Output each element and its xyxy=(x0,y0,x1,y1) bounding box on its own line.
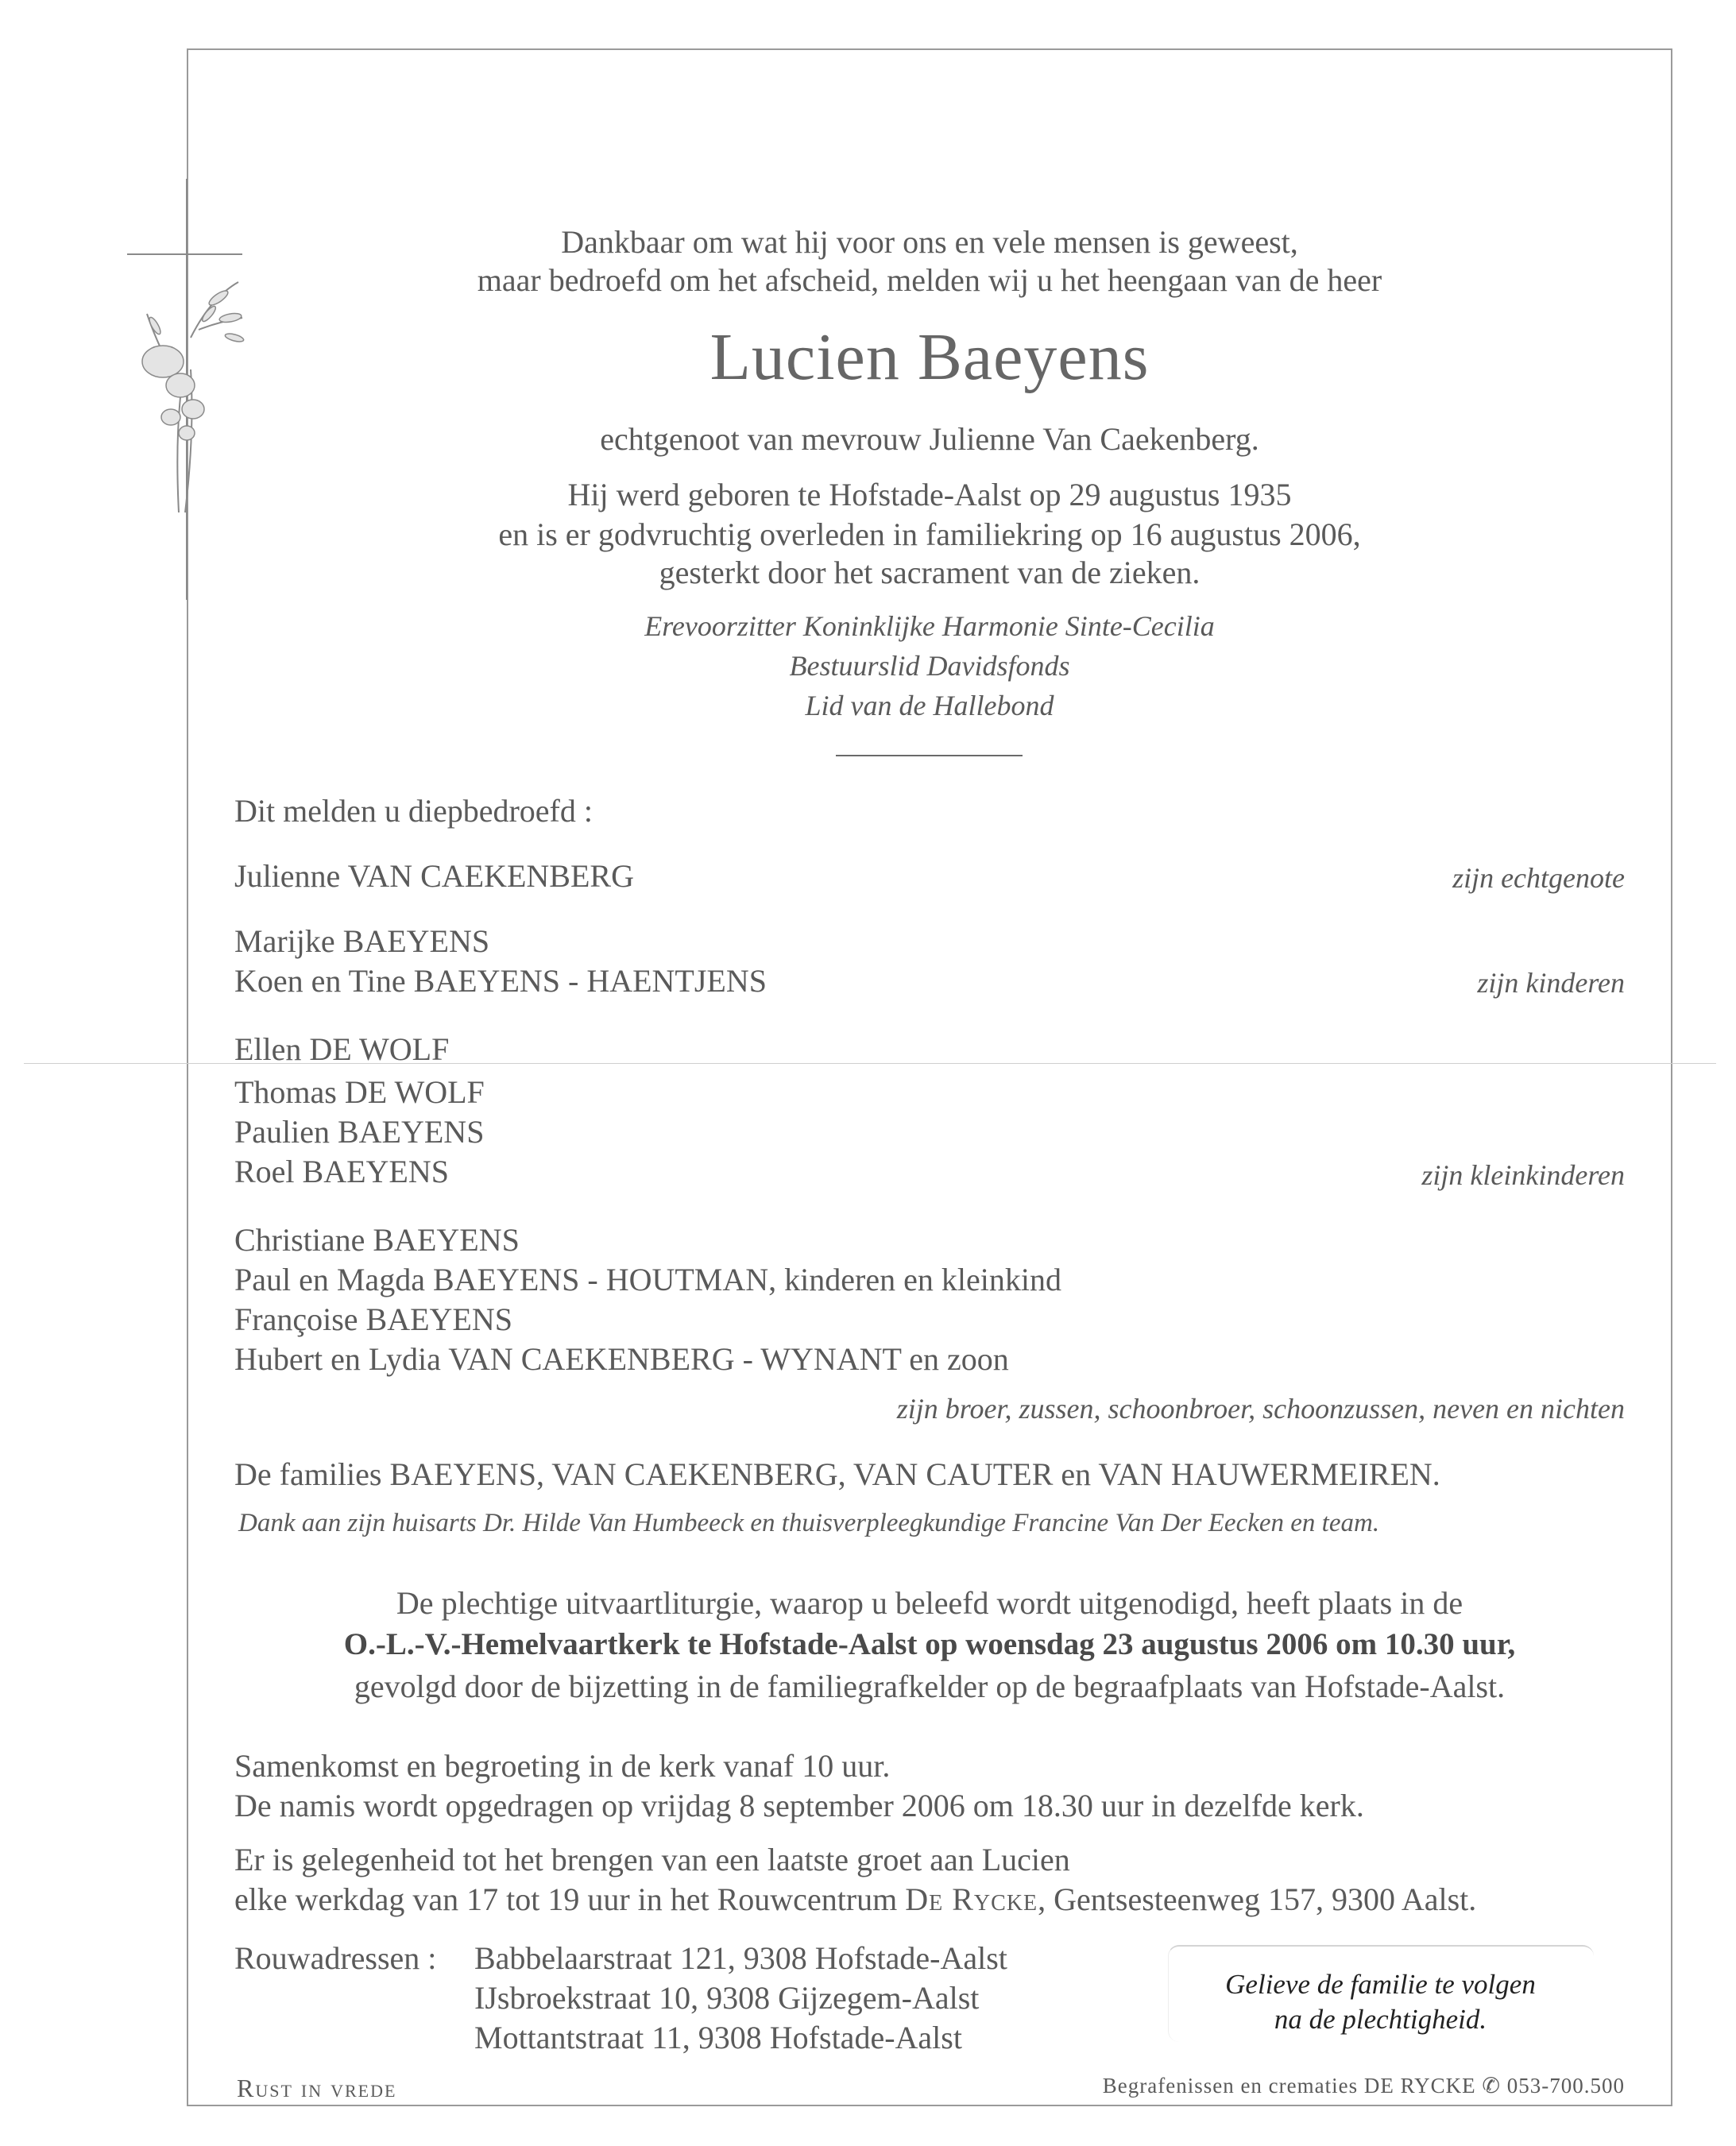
mass-line: De namis wordt opgedragen op vrijdag 8 september 2006 om 18.30 uur in dezelfde kerk. xyxy=(234,1788,1364,1823)
siblings-role: zijn broer, zussen, schoonbroer, schoonzussen, neven en nichten xyxy=(896,1393,1625,1425)
intro-line-2: maar bedroefd om het afscheid, melden wij u het heengaan van de heer xyxy=(477,262,1382,298)
title-2: Bestuurslid Davidsfonds xyxy=(789,650,1070,682)
children-role: zijn kinderen xyxy=(1477,967,1625,999)
sibling-2: Paul en Magda BAEYENS - HOUTMAN, kinderen en kleinkind xyxy=(234,1262,1061,1297)
addresses-label: Rouwadressen : xyxy=(234,1940,437,1976)
grandchildren-role: zijn kleinkinderen xyxy=(1421,1159,1625,1191)
child-1: Marijke BAEYENS xyxy=(234,923,490,959)
sibling-1: Christiane BAEYENS xyxy=(234,1222,520,1258)
grandchild-1: Ellen DE WOLF xyxy=(234,1031,450,1067)
title-3: Lid van de Hallebond xyxy=(805,690,1054,721)
grandchild-2: Thomas DE WOLF xyxy=(234,1074,485,1110)
address-1: Babbelaarstraat 121, 9308 Hofstade-Aalst xyxy=(474,1940,1007,1976)
note-line-2: na de plechtigheid. xyxy=(1274,2004,1487,2035)
family-heading: Dit melden u diepbedroefd : xyxy=(234,793,593,829)
sibling-4: Hubert en Lydia VAN CAEKENBERG - WYNANT en zoon xyxy=(234,1341,1009,1377)
rouwcentrum-name: De Rycke xyxy=(905,1881,1038,1917)
funeral-line-2: O.-L.-V.-Hemelvaartkerk te Hofstade-Aalst op woensdag 23 augustus 2006 om 10.30 uur, xyxy=(343,1627,1516,1661)
address-2: IJsbroekstraat 10, 9308 Gijzegem-Aalst xyxy=(474,1980,980,2016)
thanks-line: Dank aan zijn huisarts Dr. Hilde Van Humbeeck en thuisverpleegkundige Francine Van Der Eecken en team. xyxy=(238,1509,1380,1537)
footer-left: Rust in vrede xyxy=(237,2074,397,2102)
grandchild-4: Roel BAEYENS xyxy=(234,1154,449,1189)
spouse-role: zijn echtgenote xyxy=(1452,862,1625,894)
address-3: Mottantstraat 11, 9308 Hofstade-Aalst xyxy=(474,2020,962,2055)
deceased-name: Lucien Baeyens xyxy=(709,320,1150,394)
families-line: De families BAEYENS, VAN CAEKENBERG, VAN CAUTER en VAN HAUWERMEIREN. xyxy=(234,1456,1440,1492)
title-1: Erevoorzitter Koninklijke Harmonie Sinte-Cecilia xyxy=(644,610,1215,642)
sibling-3: Françoise BAEYENS xyxy=(234,1301,512,1337)
funeral-line-3: gevolgd door de bijzetting in de familiegrafkelder op de begraafplaats van Hofstade-Aalst. xyxy=(354,1668,1506,1704)
divider xyxy=(836,755,1023,756)
death-line: en is er godvruchtig overleden in familiekring op 16 augustus 2006, xyxy=(498,516,1361,552)
farewell-line-2: elke werkdag van 17 tot 19 uur in het Rouwcentrum De Rycke, Gentsesteenweg 157, 9300 Aalst. xyxy=(234,1881,1477,1917)
gathering-line: Samenkomst en begroeting in de kerk vanaf 10 uur. xyxy=(234,1748,891,1784)
spouse-name: Julienne VAN CAEKENBERG xyxy=(234,858,634,894)
intro-line-1: Dankbaar om wat hij voor ons en vele mensen is geweest, xyxy=(561,224,1298,260)
birth-line: Hij werd geboren te Hofstade-Aalst op 29 augustus 1935 xyxy=(567,477,1292,512)
farewell-line-1: Er is gelegenheid tot het brengen van een laatste groet aan Lucien xyxy=(234,1842,1070,1877)
footer-right: Begrafenissen en crematies DE RYCKE ✆ 053-700.500 xyxy=(1102,2074,1625,2098)
spouse-line: echtgenoot van mevrouw Julienne Van Caekenberg. xyxy=(600,421,1259,457)
child-2: Koen en Tine BAEYENS - HAENTJENS xyxy=(234,963,767,999)
funeral-line-1: De plechtige uitvaartliturgie, waarop u beleefd wordt uitgenodigd, heeft plaats in de xyxy=(396,1585,1463,1621)
sacrament-line: gesterkt door het sacrament van de zieken. xyxy=(659,555,1201,590)
grandchild-3: Paulien BAEYENS xyxy=(234,1114,485,1150)
note-line-1: Gelieve de familie te volgen xyxy=(1225,1969,1536,2000)
